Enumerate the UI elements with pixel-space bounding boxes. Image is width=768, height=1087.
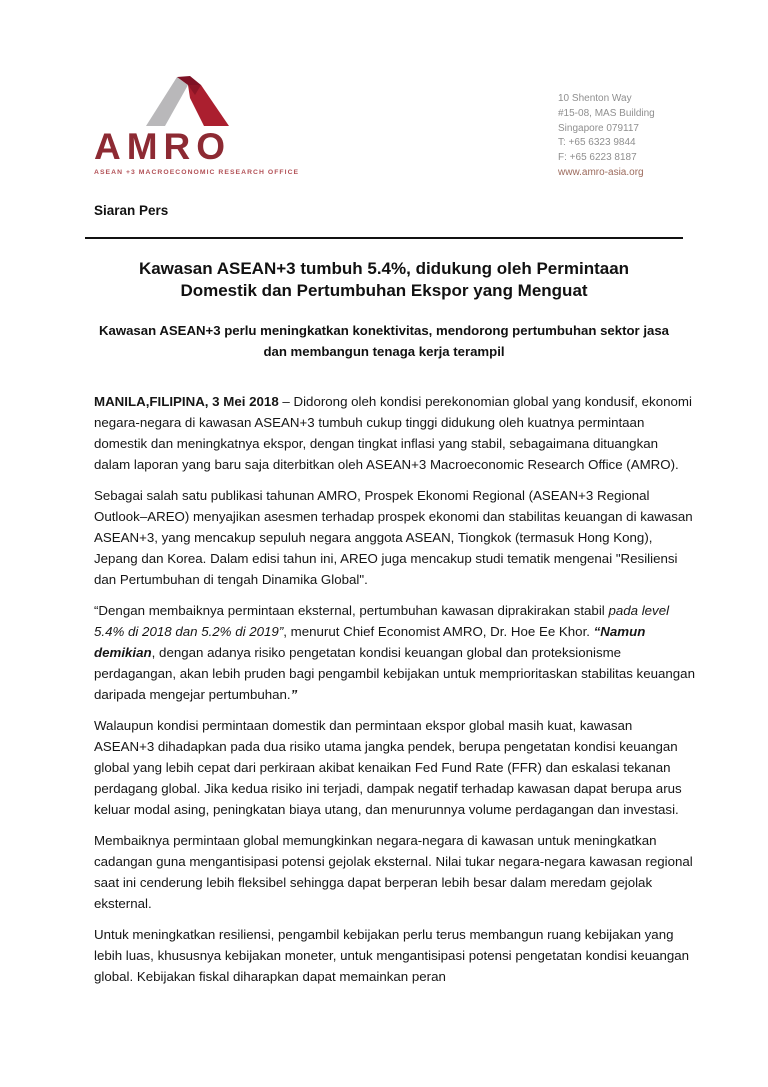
document-body bbox=[94, 391, 695, 997]
letterhead bbox=[94, 76, 688, 181]
paragraph bbox=[94, 924, 695, 987]
amro-wordmark: AMRO bbox=[94, 126, 232, 167]
text-segment: Membaiknya permintaan global memungkinkan negara-negara di kawasan untuk meningkatkan cadangan guna mengantisipasi potensi gejolak eksternal. Nilai tukar negara-negara kawasan regional saat ini cenderung lebih fleksibel sehingga dapat berperan lebih besar dalam meredam gejolak eksternal. bbox=[94, 833, 693, 911]
text-segment: , dengan adanya risiko pengetatan kondisi keuangan global dan proteksionisme perdagangan, akan lebih pruden bagi pengambil kebijakan untuk memprioritaskan stabilitas keuangan daripada mengejar pertumbuhan. bbox=[94, 645, 695, 702]
address-line: 10 Shenton Way bbox=[558, 93, 632, 104]
text-segment: pada level 5.4% di 2018 dan 5.2% di 2019” bbox=[94, 603, 670, 639]
amro-tagline: ASEAN +3 MACROECONOMIC RESEARCH OFFICE bbox=[94, 169, 300, 176]
paragraph bbox=[94, 715, 695, 820]
document-subtitle bbox=[85, 320, 683, 362]
address-line: T: +65 6323 9844 bbox=[558, 137, 636, 149]
document-title bbox=[85, 258, 683, 302]
amro-logo bbox=[94, 76, 300, 176]
address-lines bbox=[558, 92, 688, 166]
document-kicker: Siaran Pers bbox=[94, 203, 169, 218]
text-segment: – Didorong oleh kondisi perekonomian global yang kondusif, ekonomi negara-negara di kawasan ASEAN+3 tumbuh cukup tinggi didukung oleh kuatnya permintaan domestik dan meningkatnya ekspor, dengan tingkat inflasi yang stabil, sebagaimana dituangkan dalam laporan yang baru saja diterbitkan oleh ASEAN+3 Macroeconomic Research Office (AMRO). bbox=[94, 394, 692, 472]
header-rule bbox=[85, 237, 683, 239]
website-link[interactable]: www.amro-asia.org bbox=[558, 166, 644, 178]
paragraph bbox=[94, 391, 695, 475]
paragraph bbox=[94, 830, 695, 914]
address-line: Singapore 079117 bbox=[558, 122, 639, 134]
contact-address bbox=[558, 76, 688, 181]
text-segment: Untuk meningkatkan resiliensi, pengambil kebijakan perlu terus membangun ruang kebijakan yang lebih luas, khususnya kebijakan moneter, untuk mengantisipasi potensi pengetatan kondisi keuangan global. Kebijakan fiskal diharapkan dapat memainkan peran bbox=[94, 927, 690, 984]
text-segment: ” bbox=[290, 687, 298, 702]
address-line: #15-08, MAS Building bbox=[558, 107, 655, 119]
amro-logo-mark-icon bbox=[140, 76, 236, 127]
document-title-text: Kawasan ASEAN+3 tumbuh 5.4%, didukung oleh Permintaan Domestik dan Pertumbuhan Ekspor yang Menguat bbox=[138, 259, 630, 300]
paragraph bbox=[94, 600, 695, 705]
text-segment: , menurut Chief Economist AMRO, Dr. Hoe Ee Khor. bbox=[283, 624, 594, 639]
text-segment: Sebagai salah satu publikasi tahunan AMRO, Prospek Ekonomi Regional (ASEAN+3 Regional Outlook–AREO) menyajikan asesmen terhadap prospek ekonomi dan stabilitas keuangan di kawasan ASEAN+3, yang mencakup sepuluh negara anggota ASEAN, Tiongkok (termasuk Hong Kong), Jepang dan Korea. Dalam edisi tahun ini, AREO juga mencakup studi tematik mengenai "Resiliensi dan Pertumbuhan di tengah Dinamika Global". bbox=[94, 488, 693, 587]
document-subtitle-text: Kawasan ASEAN+3 perlu meningkatkan konektivitas, mendorong pertumbuhan sektor jasa dan membangun tenaga kerja terampil bbox=[98, 323, 670, 359]
text-segment: Walaupun kondisi permintaan domestik dan permintaan ekspor global masih kuat, kawasan ASEAN+3 dihadapkan pada dua risiko utama jangka pendek, berupa pengetatan kondisi keuangan global yang lebih cepat dari perkiraan akibat kenaikan Fed Fund Rate (FFR) dan eskalasi tekanan perdagang global. Jika kedua risiko ini terjadi, dampak negatif terhadap kawasan dapat berupa arus keluar modal asing, peningkatan biaya utang, dan menurunnya volume perdagangan dan investasi. bbox=[94, 718, 682, 817]
address-line: F: +65 6223 8187 bbox=[558, 152, 637, 164]
text-segment: “Dengan membaiknya permintaan eksternal, pertumbuhan kawasan diprakirakan stabil bbox=[94, 603, 609, 618]
text-segment: MANILA,FILIPINA, 3 Mei 2018 bbox=[94, 394, 279, 409]
paragraph bbox=[94, 485, 695, 590]
text-segment: “Namun demikian bbox=[94, 624, 646, 660]
